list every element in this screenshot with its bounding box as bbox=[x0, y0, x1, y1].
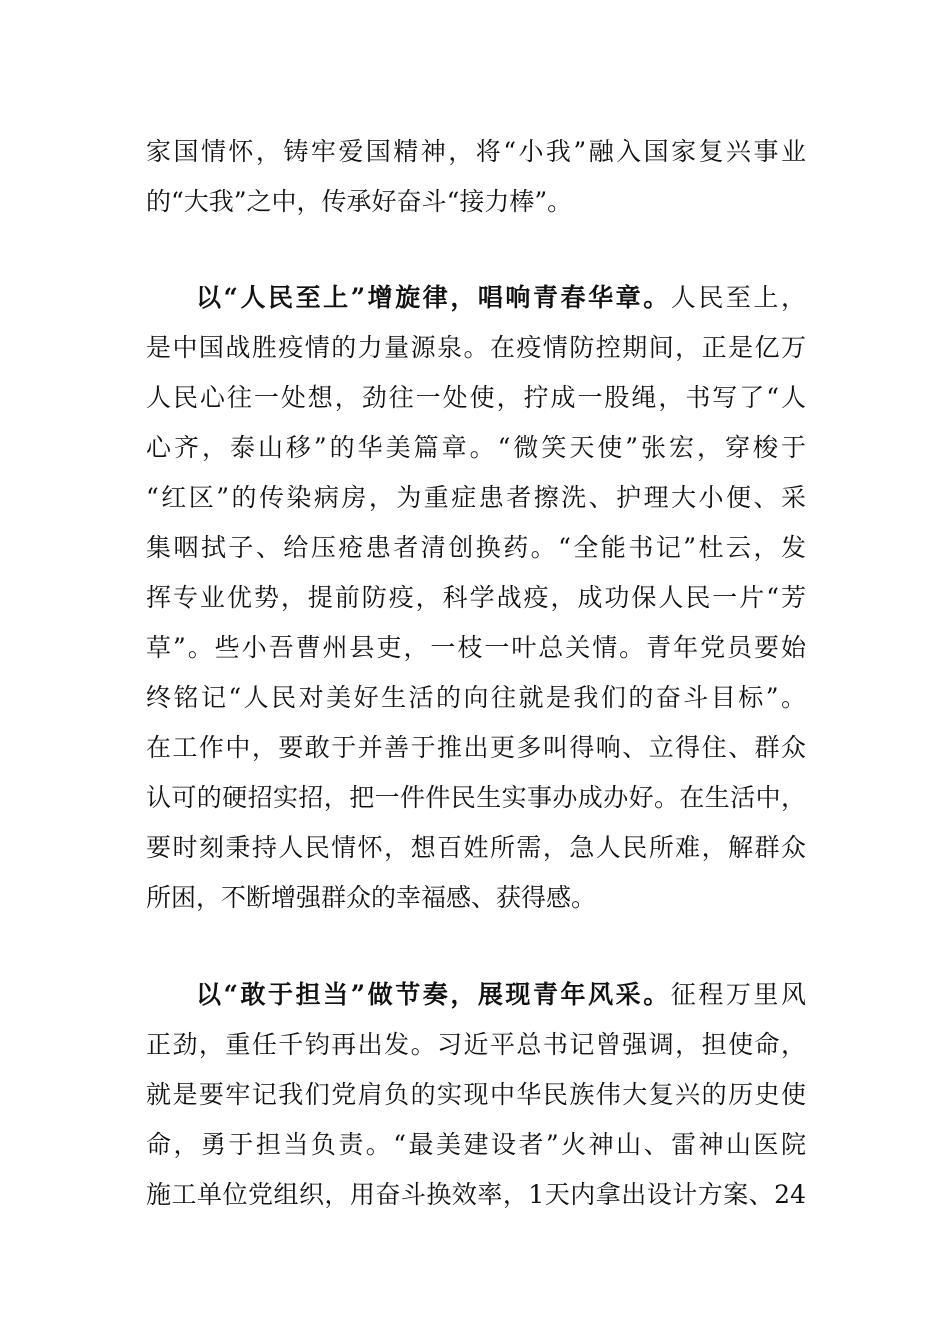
paragraph-3-line: 就是要牢记我们党肩负的实现中华民族伟大复兴的历史使 bbox=[146, 1080, 806, 1109]
paragraph-2-line: 在工作中，要敢于并善于推出更多叫得响、立得住、群众 bbox=[146, 733, 806, 762]
paragraph-2-line: 心齐，泰山移”的华美篇章。“微笑天使”张宏，穿梭于 bbox=[146, 433, 806, 462]
paragraph-2-line: 集咽拭子、给压疮患者清创换药。“全能书记”杜云，发 bbox=[146, 533, 806, 562]
paragraph-2-heading: 以“人民至上”增旋律，唱响青春华章。 bbox=[196, 283, 671, 312]
paragraph-1-line-2: 的“大我”之中，传承好奋斗“接力棒”。 bbox=[146, 187, 573, 216]
paragraph-2-line: 挥专业优势，提前防疫，科学战疫，成功保人民一片“芳 bbox=[146, 583, 806, 612]
paragraph-2-line: 认可的硬招实招，把一件件民生实事办成办好。在生活中， bbox=[146, 783, 806, 812]
paragraph-3-first-line-text: 征程万里风 bbox=[670, 980, 806, 1009]
paragraph-3-line: 命，勇于担当负责。“最美建设者”火神山、雷神山医院 bbox=[146, 1130, 806, 1159]
paragraph-3-first-line bbox=[196, 970, 806, 1020]
paragraph-2-line: 人民心往一处想，劲往一处使，拧成一股绳，书写了“人 bbox=[146, 383, 806, 412]
paragraph-2-last-line: 所困，不断增强群众的幸福感、获得感。 bbox=[146, 883, 597, 912]
paragraph-2-first-line-text: 人民至上， bbox=[670, 283, 806, 312]
paragraph-2-line: 草”。些小吾曹州县吏，一枝一叶总关情。青年党员要始 bbox=[146, 633, 806, 662]
paragraph-3-line: 正劲，重任千钧再出发。习近平总书记曾强调，担使命， bbox=[146, 1030, 806, 1059]
paragraph-2-first-line bbox=[196, 273, 806, 323]
paragraph-3-line: 施工单位党组织，用奋斗换效率，1天内拿出设计方案、24 bbox=[146, 1180, 806, 1209]
paragraph-3-heading: 以“敢于担当”做节奏，展现青年风采。 bbox=[196, 980, 671, 1009]
paragraph-2-line: 终铭记“人民对美好生活的向往就是我们的奋斗目标”。 bbox=[146, 683, 806, 712]
paragraph-2-line: “红区”的传染病房，为重症患者擦洗、护理大小便、采 bbox=[146, 483, 806, 512]
paragraph-2-line: 要时刻秉持人民情怀，想百姓所需，急人民所难，解群众 bbox=[146, 833, 806, 862]
paragraph-2-line: 是中国战胜疫情的力量源泉。在疫情防控期间，正是亿万 bbox=[146, 333, 806, 362]
paragraph-1-line-1: 家国情怀，铸牢爱国精神，将“小我”融入国家复兴事业 bbox=[146, 137, 806, 166]
